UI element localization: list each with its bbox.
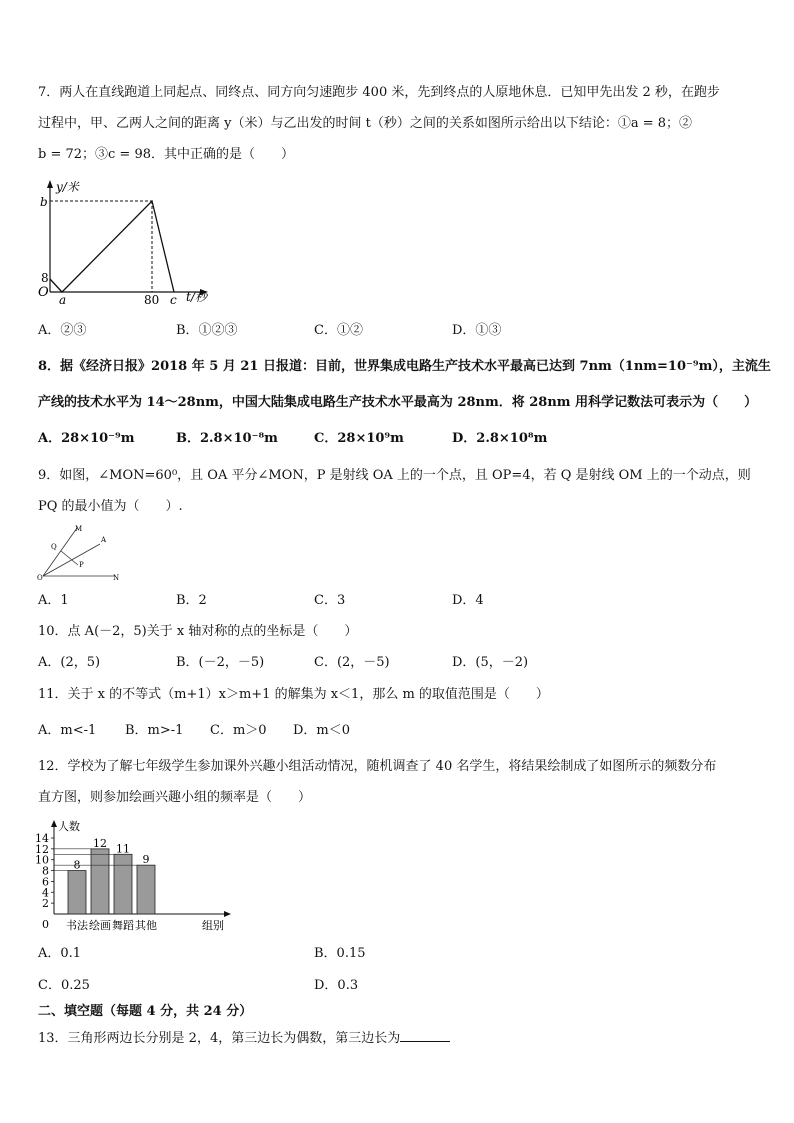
bar-value-label: 11 (116, 842, 130, 856)
q9-line1: 9．如图，∠MON=60⁰，且 OA 平分∠MON，P 是射线 OA 上的一个点，且 OP=4，若 Q 是射线 OM 上的一个动点，则 (38, 468, 751, 483)
y-tick-label: 12 (35, 842, 49, 856)
q7-origin-label: O (38, 285, 49, 300)
q8-line1: 8．据《经济日报》2018 年 5 月 21 日报道：目前，世界集成电路生产技术水平最高已达到 7nm（1nm=10⁻⁹m），主流生 (38, 359, 771, 374)
q10-option-a: A．(2，5) (38, 655, 101, 670)
q10-option-b: B．(－2，－5) (176, 655, 265, 670)
y-tick-label: 2 (42, 897, 49, 911)
q12-histogram (30, 818, 240, 940)
q8-option-b: B．2.8×10⁻⁸m (176, 431, 278, 446)
q9-line2: PQ 的最小值为（ ）. (38, 499, 183, 514)
bar-value-label: 8 (73, 858, 81, 872)
q11-option-a: A．m<-1 (38, 723, 97, 738)
bar (91, 849, 109, 914)
q9-o-label: O (37, 574, 43, 582)
q8-option-d: D．2.8×10⁸m (452, 431, 548, 446)
q9-option-b: B．2 (176, 593, 207, 608)
x-axis-label: 组别 (202, 919, 224, 932)
bar (114, 854, 132, 914)
category-label: 绘画 (89, 919, 111, 932)
q12-line2: 直方图，则参加绘画兴趣小组的频率是（ ） (38, 790, 312, 805)
q13-line1 (38, 1029, 450, 1048)
bar-value-label: 9 (142, 853, 150, 867)
y-tick-label: 0 (42, 918, 49, 931)
q7-80-label: 80 (144, 293, 160, 307)
q11-option-c: C．m＞0 (210, 723, 267, 738)
q7-option-d: D．①③ (452, 323, 502, 338)
q7-option-c: C．①② (314, 323, 363, 338)
q7-option-b: B．①②③ (176, 323, 238, 338)
q9-a-label: A (101, 536, 107, 544)
category-label: 其他 (135, 919, 157, 932)
q13-answer-blank[interactable] (400, 1029, 450, 1042)
q12-option-c: C．0.25 (38, 978, 90, 993)
bar-value-label: 12 (93, 836, 107, 850)
q7-graph (30, 176, 230, 308)
y-axis-label: 人数 (58, 820, 80, 833)
q9-figure (34, 522, 124, 582)
q7-option-a: A．②③ (38, 323, 87, 338)
y-tick-label: 10 (35, 853, 49, 867)
q9-p-label: P (79, 561, 84, 569)
q7-8-label: 8 (41, 271, 49, 285)
q12-option-b: B．0.15 (314, 946, 366, 961)
category-label: 书法 (66, 919, 88, 932)
q7-line2: 过程中，甲、乙两人之间的距离 y（米）与乙出发的时间 t（秒）之间的关系如图所示给出以下结论：①a = 8；② (38, 116, 693, 131)
q7-t-label: t/秒 (186, 290, 207, 304)
q8-option-c: C．28×10⁹m (314, 431, 404, 446)
q9-option-d: D．4 (452, 593, 484, 608)
q10-line1: 10．点 A(－2，5)关于 x 轴对称的点的坐标是（ ） (38, 624, 358, 639)
q9-n-label: N (113, 574, 120, 582)
y-tick-label: 8 (42, 864, 49, 878)
y-tick-label: 14 (35, 832, 49, 845)
q7-y-label: y/米 (56, 180, 79, 194)
bar (137, 865, 155, 914)
x-axis-arrow (224, 911, 231, 917)
q11-option-d: D．m＜0 (293, 723, 351, 738)
y-tick-label: 6 (42, 875, 49, 889)
bar (68, 871, 86, 914)
q8-option-a: A．28×10⁻⁹m (38, 431, 135, 446)
q7-line1: 7．两人在直线跑道上同起点、同终点、同方向匀速跑步 400 米，先到终点的人原地休息．已知甲先出发 2 秒，在跑步 (38, 85, 720, 100)
q12-line1: 12．学校为了解七年级学生参加课外兴趣小组活动情况，随机调查了 40 名学生，将结果绘制成了如图所示的频数分布 (38, 759, 717, 774)
q9-option-a: A．1 (38, 593, 69, 608)
q9-q-label: Q (51, 543, 57, 551)
q13-text: 13．三角形两边长分别是 2，4，第三边长为偶数，第三边长为 (38, 1031, 401, 1046)
q12-option-d: D．0.3 (314, 978, 359, 993)
y-axis-arrow (51, 820, 57, 827)
q12-option-a: A．0.1 (38, 946, 82, 961)
category-label: 舞蹈 (112, 919, 134, 932)
q9-option-c: C．3 (314, 593, 346, 608)
q7-b-label: b (40, 195, 48, 209)
y-tick-label: 4 (42, 886, 49, 900)
q7-a-label: a (59, 293, 67, 307)
q10-option-c: C．(2，－5) (314, 655, 390, 670)
q8-line2: 产线的技术水平为 14～28nm，中国大陆集成电路生产技术水平最高为 28nm．将 28nm 用科学记数法可表示为（ ） (38, 395, 758, 410)
q7-line3: b = 72；③c = 98．其中正确的是（ ） (38, 147, 295, 162)
q11-line1: 11．关于 x 的不等式（m+1）x＞m+1 的解集为 x＜1，那么 m 的取值范围是（ ） (38, 687, 549, 702)
q11-option-b: B．m>-1 (125, 723, 184, 738)
q10-option-d: D．(5，－2) (452, 655, 529, 670)
q9-m-label: M (75, 525, 83, 533)
q7-c-label: c (170, 293, 177, 307)
section2-title: 二、填空题（每题 4 分，共 24 分） (38, 1004, 253, 1019)
